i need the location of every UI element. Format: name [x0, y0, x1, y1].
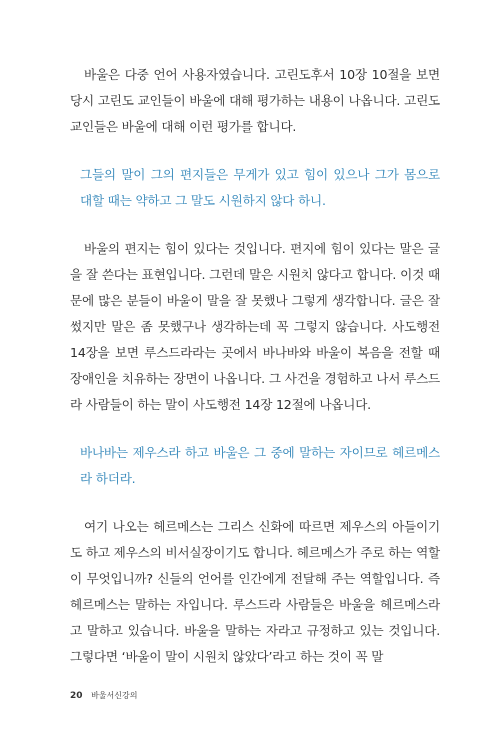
scripture-quote-2: 바나바는 제우스라 하고 바울은 그 중에 말하는 자이므로 헤르메스라 하더라.: [80, 445, 440, 486]
page-footer: [70, 690, 137, 701]
page-number: 20: [70, 691, 83, 701]
running-title: 바울서신강의: [91, 691, 138, 700]
body-paragraph-2: 바울의 편지는 힘이 있다는 것입니다. 편지에 힘이 있다는 말은 글을 잘 쓴다는 표현입니다. 그런데 말은 시원치 않다고 합니다. 이것 때문에 많은 분들이 바울이 말을 잘 못했나 그렇게 생각합니다. 글은 잘 썼지만 말은 좀 못했구나 생각하는데 꼭 그렇지 않습니다. 사도행전 14장을 보면 루스드라라는 곳에서 바나바와 바울이 복음을 전할 때 장애인을 치유하는 장면이 나옵니다. 그 사건을 경험하고 나서 루스드라 사람들이 하는 말이 사도행전 14장 12절에 나옵니다.: [70, 241, 440, 412]
body-paragraph-1: 바울은 다중 언어 사용자였습니다. 고린도후서 10장 10절을 보면 당시 고린도 교인들이 바울에 대해 평가하는 내용이 나옵니다. 고린도 교인들은 바울에 대해 이런 평가를 합니다.: [70, 67, 440, 134]
scripture-quote-1: 그들의 말이 그의 편지들은 무게가 있고 힘이 있으나 그가 몸으로 대할 때는 약하고 그 말도 시원하지 않다 하니.: [80, 167, 440, 208]
body-paragraph-3: 여기 나오는 헤르메스는 그리스 신화에 따르면 제우스의 아들이기도 하고 제우스의 비서실장이기도 합니다. 헤르메스가 주로 하는 역할이 무엇입니까? 신들의 언어를 인간에게 전달해 주는 역할입니다. 즉 헤르메스는 말하는 자입니다. 루스드라 사람들은 바울을 헤르메스라고 말하고 있습니다. 바울을 말하는 자라고 규정하고 있는 것입니다. 그렇다면 ‘바울이 말이 시원치 않았다’라고 하는 것이 꼭 말: [70, 519, 440, 664]
